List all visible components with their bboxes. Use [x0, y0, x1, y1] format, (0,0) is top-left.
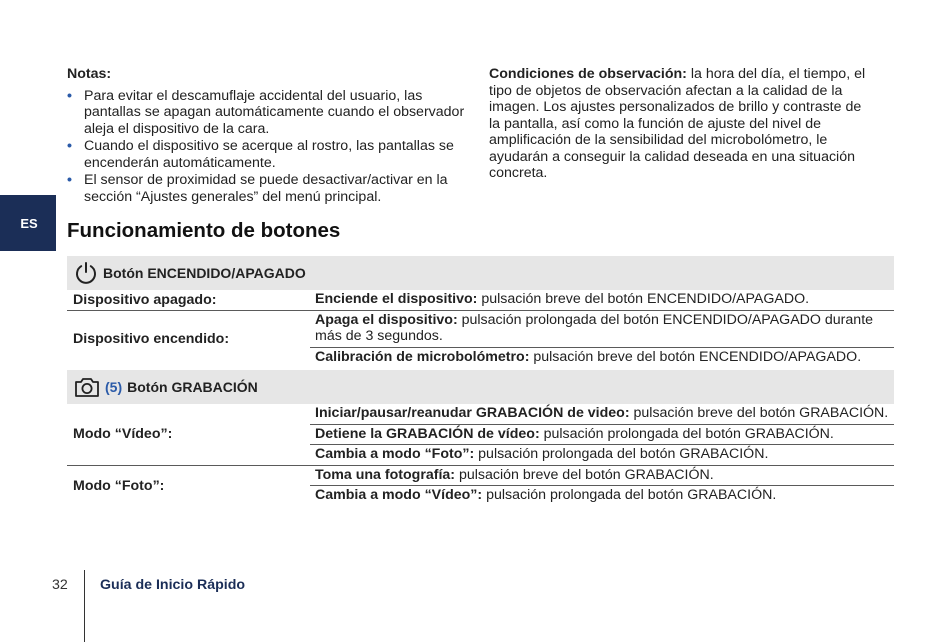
action-description: pulsación breve del botón ENCENDIDO/APAGADO.: [529, 348, 862, 365]
bullet-icon: •: [67, 172, 72, 188]
observation-conditions: [489, 66, 874, 182]
action-name: Iniciar/pausar/reanudar GRABACIÓN de video:: [315, 405, 630, 421]
bullet-icon: •: [67, 138, 72, 154]
action-name: Detiene la GRABACIÓN de vídeo:: [315, 425, 540, 442]
notes-item-text: Cuando el dispositivo se acerque al rostro, las pantallas se encenderán automáticamente.: [84, 138, 454, 171]
conditions-label: Condiciones de observación:: [489, 66, 687, 82]
notes-item-text: El sensor de proximidad se puede desactivar/activar en la sección “Ajustes generales” del menú principal.: [84, 172, 448, 205]
action-name: Cambia a modo “Foto”:: [315, 446, 475, 462]
action-description: pulsación prolongada del botón GRABACIÓN.: [474, 446, 769, 462]
camera-icon: [73, 375, 101, 399]
action-description: pulsación breve del botón GRABACIÓN.: [455, 466, 714, 483]
notes-item: [67, 172, 469, 205]
action-name: Toma una fotografía:: [315, 466, 456, 483]
row-label: Modo “Vídeo”:: [67, 404, 310, 466]
page-number: 32: [52, 577, 68, 593]
group-title: Botón GRABACIÓN: [127, 379, 258, 395]
action-description: pulsación prolongada del botón GRABACIÓN.: [539, 425, 834, 442]
record-button-header: [67, 370, 894, 404]
action-name: Calibración de microbolómetro:: [315, 348, 530, 365]
action-name: Apaga el dispositivo:: [315, 311, 458, 328]
button-number: (5): [105, 379, 123, 395]
notes-item: [67, 88, 469, 138]
action-name: Enciende el dispositivo:: [315, 291, 478, 307]
action-description: pulsación breve del botón GRABACIÓN.: [629, 405, 889, 421]
row-label: Dispositivo apagado:: [67, 290, 310, 311]
action-cell: [310, 348, 894, 368]
power-icon: [73, 260, 99, 286]
table-row: [67, 404, 894, 466]
notes-block: [67, 66, 469, 206]
button-operation-table: [67, 256, 894, 506]
action-cell: [310, 311, 894, 348]
action-description: pulsación breve del botón ENCENDIDO/APAGADO.: [477, 291, 810, 307]
table-row: [67, 290, 894, 311]
notes-item: [67, 138, 469, 171]
row-label: Modo “Foto”:: [73, 477, 165, 494]
action-name: Cambia a modo “Vídeo”:: [315, 487, 483, 503]
action-cell: [310, 290, 894, 311]
row-label: Dispositivo encendido:: [73, 330, 230, 347]
action-cell: [310, 466, 894, 487]
bullet-icon: •: [67, 87, 72, 104]
table-row: [67, 466, 894, 506]
action-cell: [310, 404, 894, 425]
group-title: Botón ENCENDIDO/APAGADO: [103, 265, 306, 281]
action-cell: [310, 425, 894, 446]
notes-title: Notas:: [67, 66, 112, 82]
action-cell: [310, 445, 894, 466]
table-row: [67, 311, 894, 368]
footer-divider: [84, 570, 85, 642]
footer-title: Guía de Inicio Rápido: [100, 577, 246, 593]
section-title: Funcionamiento de botones: [67, 219, 341, 242]
notes-list: [67, 88, 469, 206]
action-description: pulsación prolongada del botón GRABACIÓN.: [482, 487, 777, 503]
conditions-text: la hora del día, el tiempo, el tipo de objetos de observación afectan a la calidad de la imagen. Los ajustes personalizados de brillo y contraste de la pantalla, así como la función de ajuste del nivel de amplificación de la sensibilidad del microbolómetro, le ayudarán a conseguir la calidad deseada en una situación concreta.: [489, 66, 866, 181]
action-cell: [310, 486, 894, 506]
notes-item-text: Para evitar el descamuflaje accidental del usuario, las pantallas se apagan automáticamente cuando el observador aleja el dispositivo de la cara.: [84, 87, 465, 137]
action-description: pulsación prolongada del botón ENCENDIDO/APAGADO durante más de 3 segundos.: [315, 311, 874, 344]
power-button-header: [67, 256, 894, 290]
language-tab: ES: [0, 195, 56, 251]
